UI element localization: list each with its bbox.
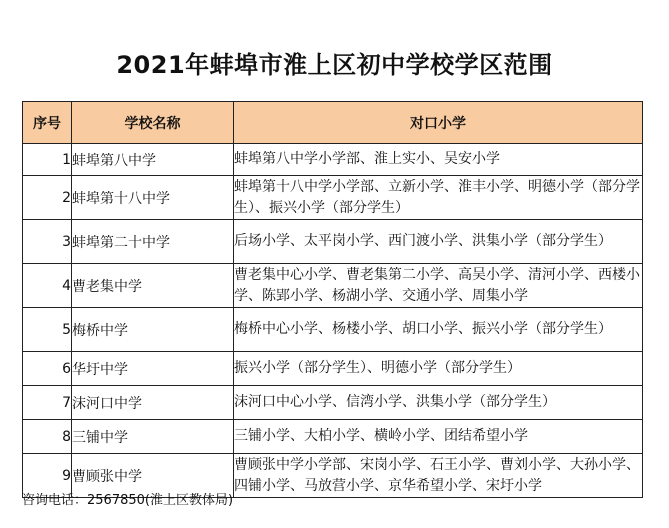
header-feeder-schools: 对口小学 <box>234 102 643 144</box>
row-school-name: 沫河口中学 <box>72 386 234 420</box>
table-header-row <box>23 102 643 144</box>
row-school-name: 曹顾张中学 <box>72 454 234 498</box>
row-school-name: 蚌埠第八中学 <box>72 144 234 176</box>
table-row <box>23 264 643 308</box>
header-index: 序号 <box>23 102 72 144</box>
row-feeder-schools: 蚌埠第八中学小学部、淮上实小、吴安小学 <box>234 144 643 176</box>
row-index: 5 <box>23 308 72 352</box>
row-feeder-schools: 沫河口中心小学、信湾小学、洪集小学（部分学生） <box>234 386 643 420</box>
row-index: 8 <box>23 420 72 454</box>
row-index: 3 <box>23 220 72 264</box>
table-row <box>23 308 643 352</box>
row-school-name: 梅桥中学 <box>72 308 234 352</box>
row-school-name: 蚌埠第十八中学 <box>72 176 234 220</box>
row-feeder-schools: 曹顾张中学小学部、宋岗小学、石王小学、曹刘小学、大孙小学、四铺小学、马放营小学、京华希望小学、宋圩小学 <box>234 454 643 498</box>
row-feeder-schools: 曹老集中心小学、曹老集第二小学、高吴小学、清河小学、西楼小学、陈郢小学、杨湖小学、交通小学、周集小学 <box>234 264 643 308</box>
row-index: 7 <box>23 386 72 420</box>
header-school-name: 学校名称 <box>72 102 234 144</box>
row-school-name: 曹老集中学 <box>72 264 234 308</box>
row-index: 9 <box>23 454 72 498</box>
table-row <box>23 352 643 386</box>
table-row <box>23 144 643 176</box>
row-index: 1 <box>23 144 72 176</box>
row-school-name: 三铺中学 <box>72 420 234 454</box>
contact-phone: 咨询电话：2567850(淮上区教体局) <box>22 493 234 508</box>
row-feeder-schools: 三铺小学、大柏小学、横岭小学、团结希望小学 <box>234 420 643 454</box>
row-feeder-schools: 振兴小学（部分学生）、明德小学（部分学生） <box>234 352 643 386</box>
table-row <box>23 454 643 498</box>
page-title: 2021年蚌埠市淮上区初中学校学区范围 <box>116 51 553 79</box>
row-index: 2 <box>23 176 72 220</box>
table-row <box>23 220 643 264</box>
district-table <box>22 101 643 498</box>
table-row <box>23 176 643 220</box>
row-feeder-schools: 梅桥中心小学、杨楼小学、胡口小学、振兴小学（部分学生） <box>234 308 643 352</box>
table-row <box>23 420 643 454</box>
row-index: 6 <box>23 352 72 386</box>
row-school-name: 华圩中学 <box>72 352 234 386</box>
row-index: 4 <box>23 264 72 308</box>
table-row <box>23 386 643 420</box>
row-school-name: 蚌埠第二十中学 <box>72 220 234 264</box>
row-feeder-schools: 蚌埠第十八中学小学部、立新小学、淮丰小学、明德小学（部分学生）、振兴小学（部分学生） <box>234 176 643 220</box>
row-feeder-schools: 后场小学、太平岗小学、西门渡小学、洪集小学（部分学生） <box>234 220 643 264</box>
